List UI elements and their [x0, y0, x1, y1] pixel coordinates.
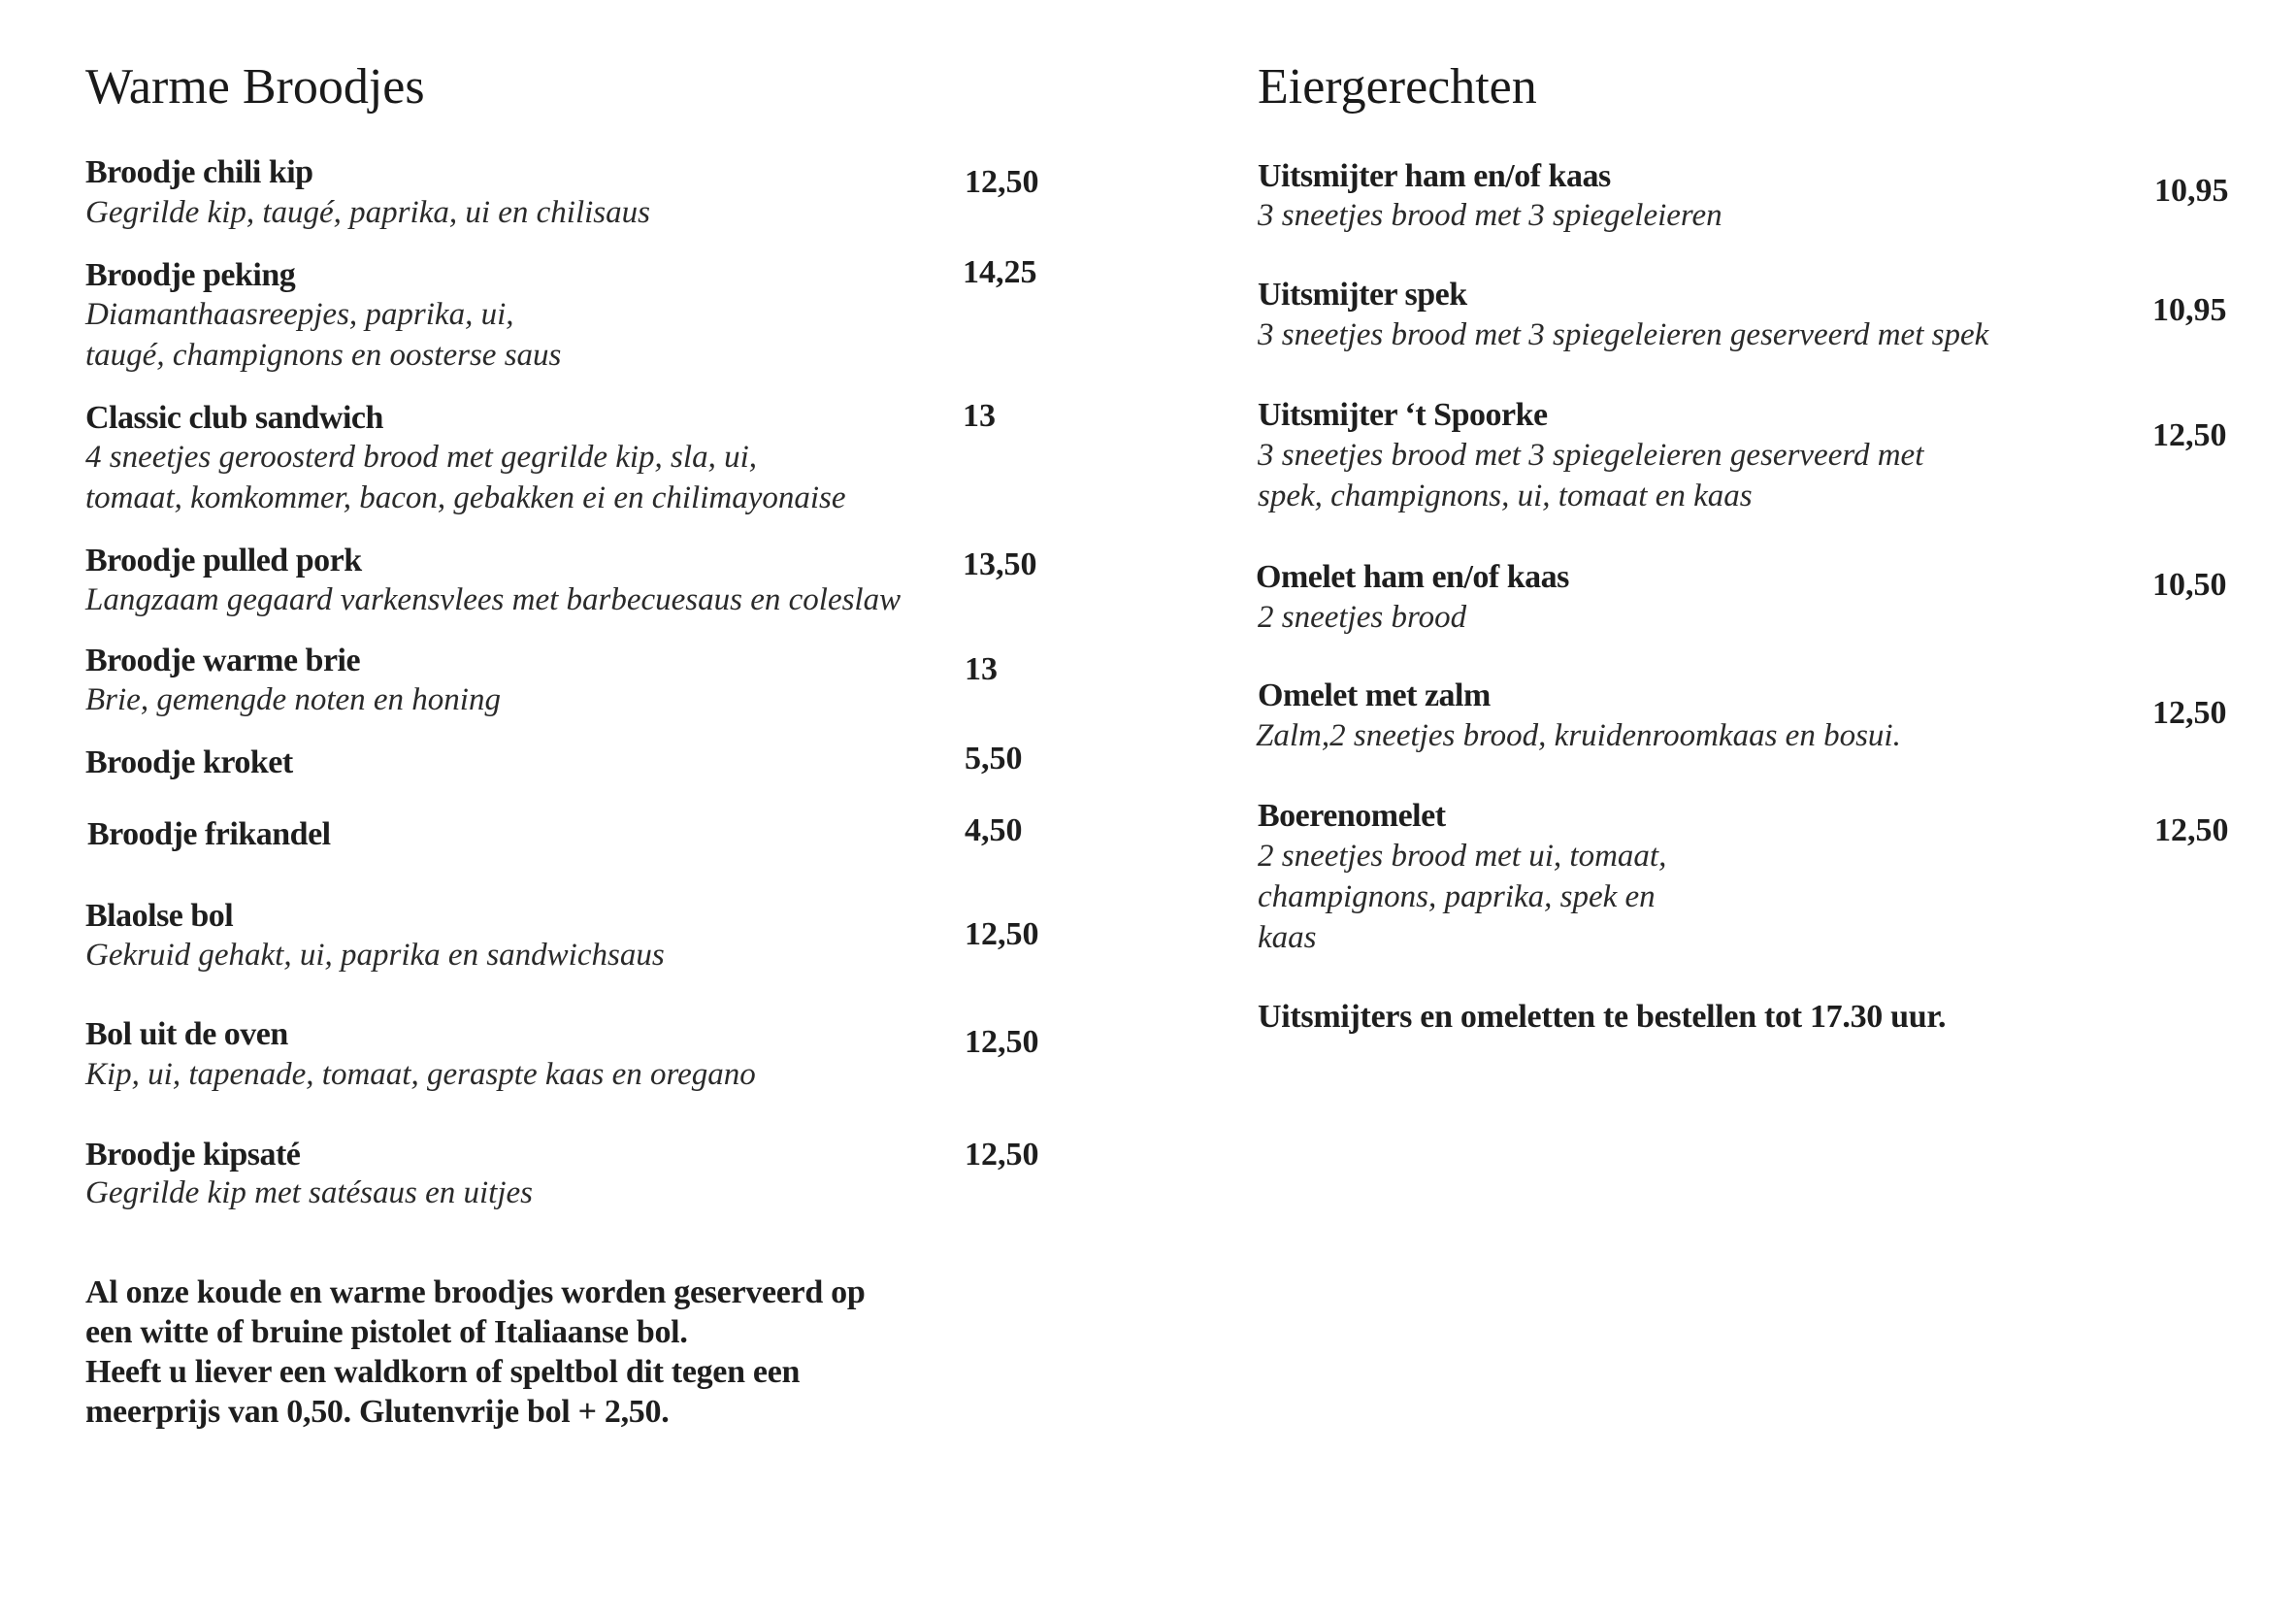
item-description: Gegrilde kip, taugé, paprika, ui en chilisaus	[85, 195, 650, 230]
item-name: Omelet ham en/of kaas	[1256, 559, 1569, 595]
item-description: Kip, ui, tapenade, tomaat, geraspte kaas en oregano	[85, 1057, 756, 1092]
item-name: Classic club sandwich	[85, 400, 383, 436]
item-price: 12,50	[2152, 695, 2227, 731]
item-price: 14,25	[963, 254, 1037, 290]
item-description: 3 sneetjes brood met 3 spiegeleieren	[1258, 198, 1722, 233]
order-time-note: Uitsmijters en omeletten te bestellen tot 17.30 uur.	[1258, 999, 1947, 1035]
item-name: Broodje kroket	[85, 744, 293, 780]
item-description: 3 sneetjes brood met 3 spiegeleieren geserveerd met spek, champignons, ui, tomaat en kaas	[1258, 438, 1924, 513]
eiergerechten-heading: Eiergerechten	[1258, 59, 1537, 115]
item-description: Langzaam gegaard varkensvlees met barbecuesaus en coleslaw	[85, 582, 902, 617]
item-price: 13	[963, 398, 996, 434]
item-name: Bol uit de oven	[85, 1016, 288, 1052]
item-price: 12,50	[2152, 417, 2227, 453]
item-name: Broodje frikandel	[87, 816, 331, 852]
item-description: Diamanthaasreepjes, paprika, ui, taugé, champignons en oosterse saus	[85, 297, 562, 373]
item-name: Broodje chili kip	[85, 154, 313, 190]
item-price: 5,50	[965, 741, 1023, 776]
item-description: Gegrilde kip met satésaus en uitjes	[85, 1175, 534, 1210]
item-name: Broodje pulled pork	[85, 543, 362, 578]
item-description: 4 sneetjes geroosterd brood met gegrilde kip, sla, ui, tomaat, komkommer, bacon, gebakken ei en chilimayonaise	[85, 440, 846, 515]
item-price: 10,50	[2152, 567, 2227, 603]
bread-info-note: Al onze koude en warme broodjes worden geserveerd op een witte of bruine pistolet of Italiaanse bol. Heeft u liever een waldkorn of speltbol dit tegen een meerprijs van 0,50. Glutenvrije bol + 2,50.	[85, 1274, 866, 1430]
item-price: 4,50	[965, 812, 1023, 848]
item-description: Brie, gemengde noten en honing	[85, 682, 501, 717]
warme-broodjes-heading: Warme Broodjes	[85, 59, 425, 115]
item-name: Uitsmijter ham en/of kaas	[1258, 158, 1611, 194]
item-name: Uitsmijter ‘t Spoorke	[1258, 397, 1548, 433]
item-name: Broodje peking	[85, 257, 296, 293]
item-name: Blaolse bol	[85, 898, 234, 934]
item-name: Uitsmijter spek	[1258, 277, 1467, 313]
item-description: 3 sneetjes brood met 3 spiegeleieren geserveerd met spek	[1258, 317, 1989, 352]
item-description: Zalm,2 sneetjes brood, kruidenroomkaas en bosui.	[1256, 718, 1901, 753]
item-price: 12,50	[965, 1024, 1039, 1060]
item-price: 10,95	[2152, 292, 2227, 328]
item-price: 13	[965, 651, 998, 687]
item-description: 2 sneetjes brood met ui, tomaat, champignons, paprika, spek en kaas	[1258, 839, 1667, 955]
item-price: 12,50	[2154, 812, 2229, 848]
item-price: 12,50	[965, 1137, 1039, 1173]
item-price: 12,50	[965, 164, 1039, 200]
item-price: 12,50	[965, 916, 1039, 952]
item-name: Broodje warme brie	[85, 643, 361, 678]
item-name: Broodje kipsaté	[85, 1137, 301, 1173]
item-description: Gekruid gehakt, ui, paprika en sandwichsaus	[85, 938, 665, 973]
item-name: Omelet met zalm	[1258, 677, 1491, 713]
item-description: 2 sneetjes brood	[1258, 600, 1467, 635]
item-name: Boerenomelet	[1258, 798, 1446, 834]
item-price: 13,50	[963, 546, 1037, 582]
item-price: 10,95	[2154, 173, 2229, 209]
